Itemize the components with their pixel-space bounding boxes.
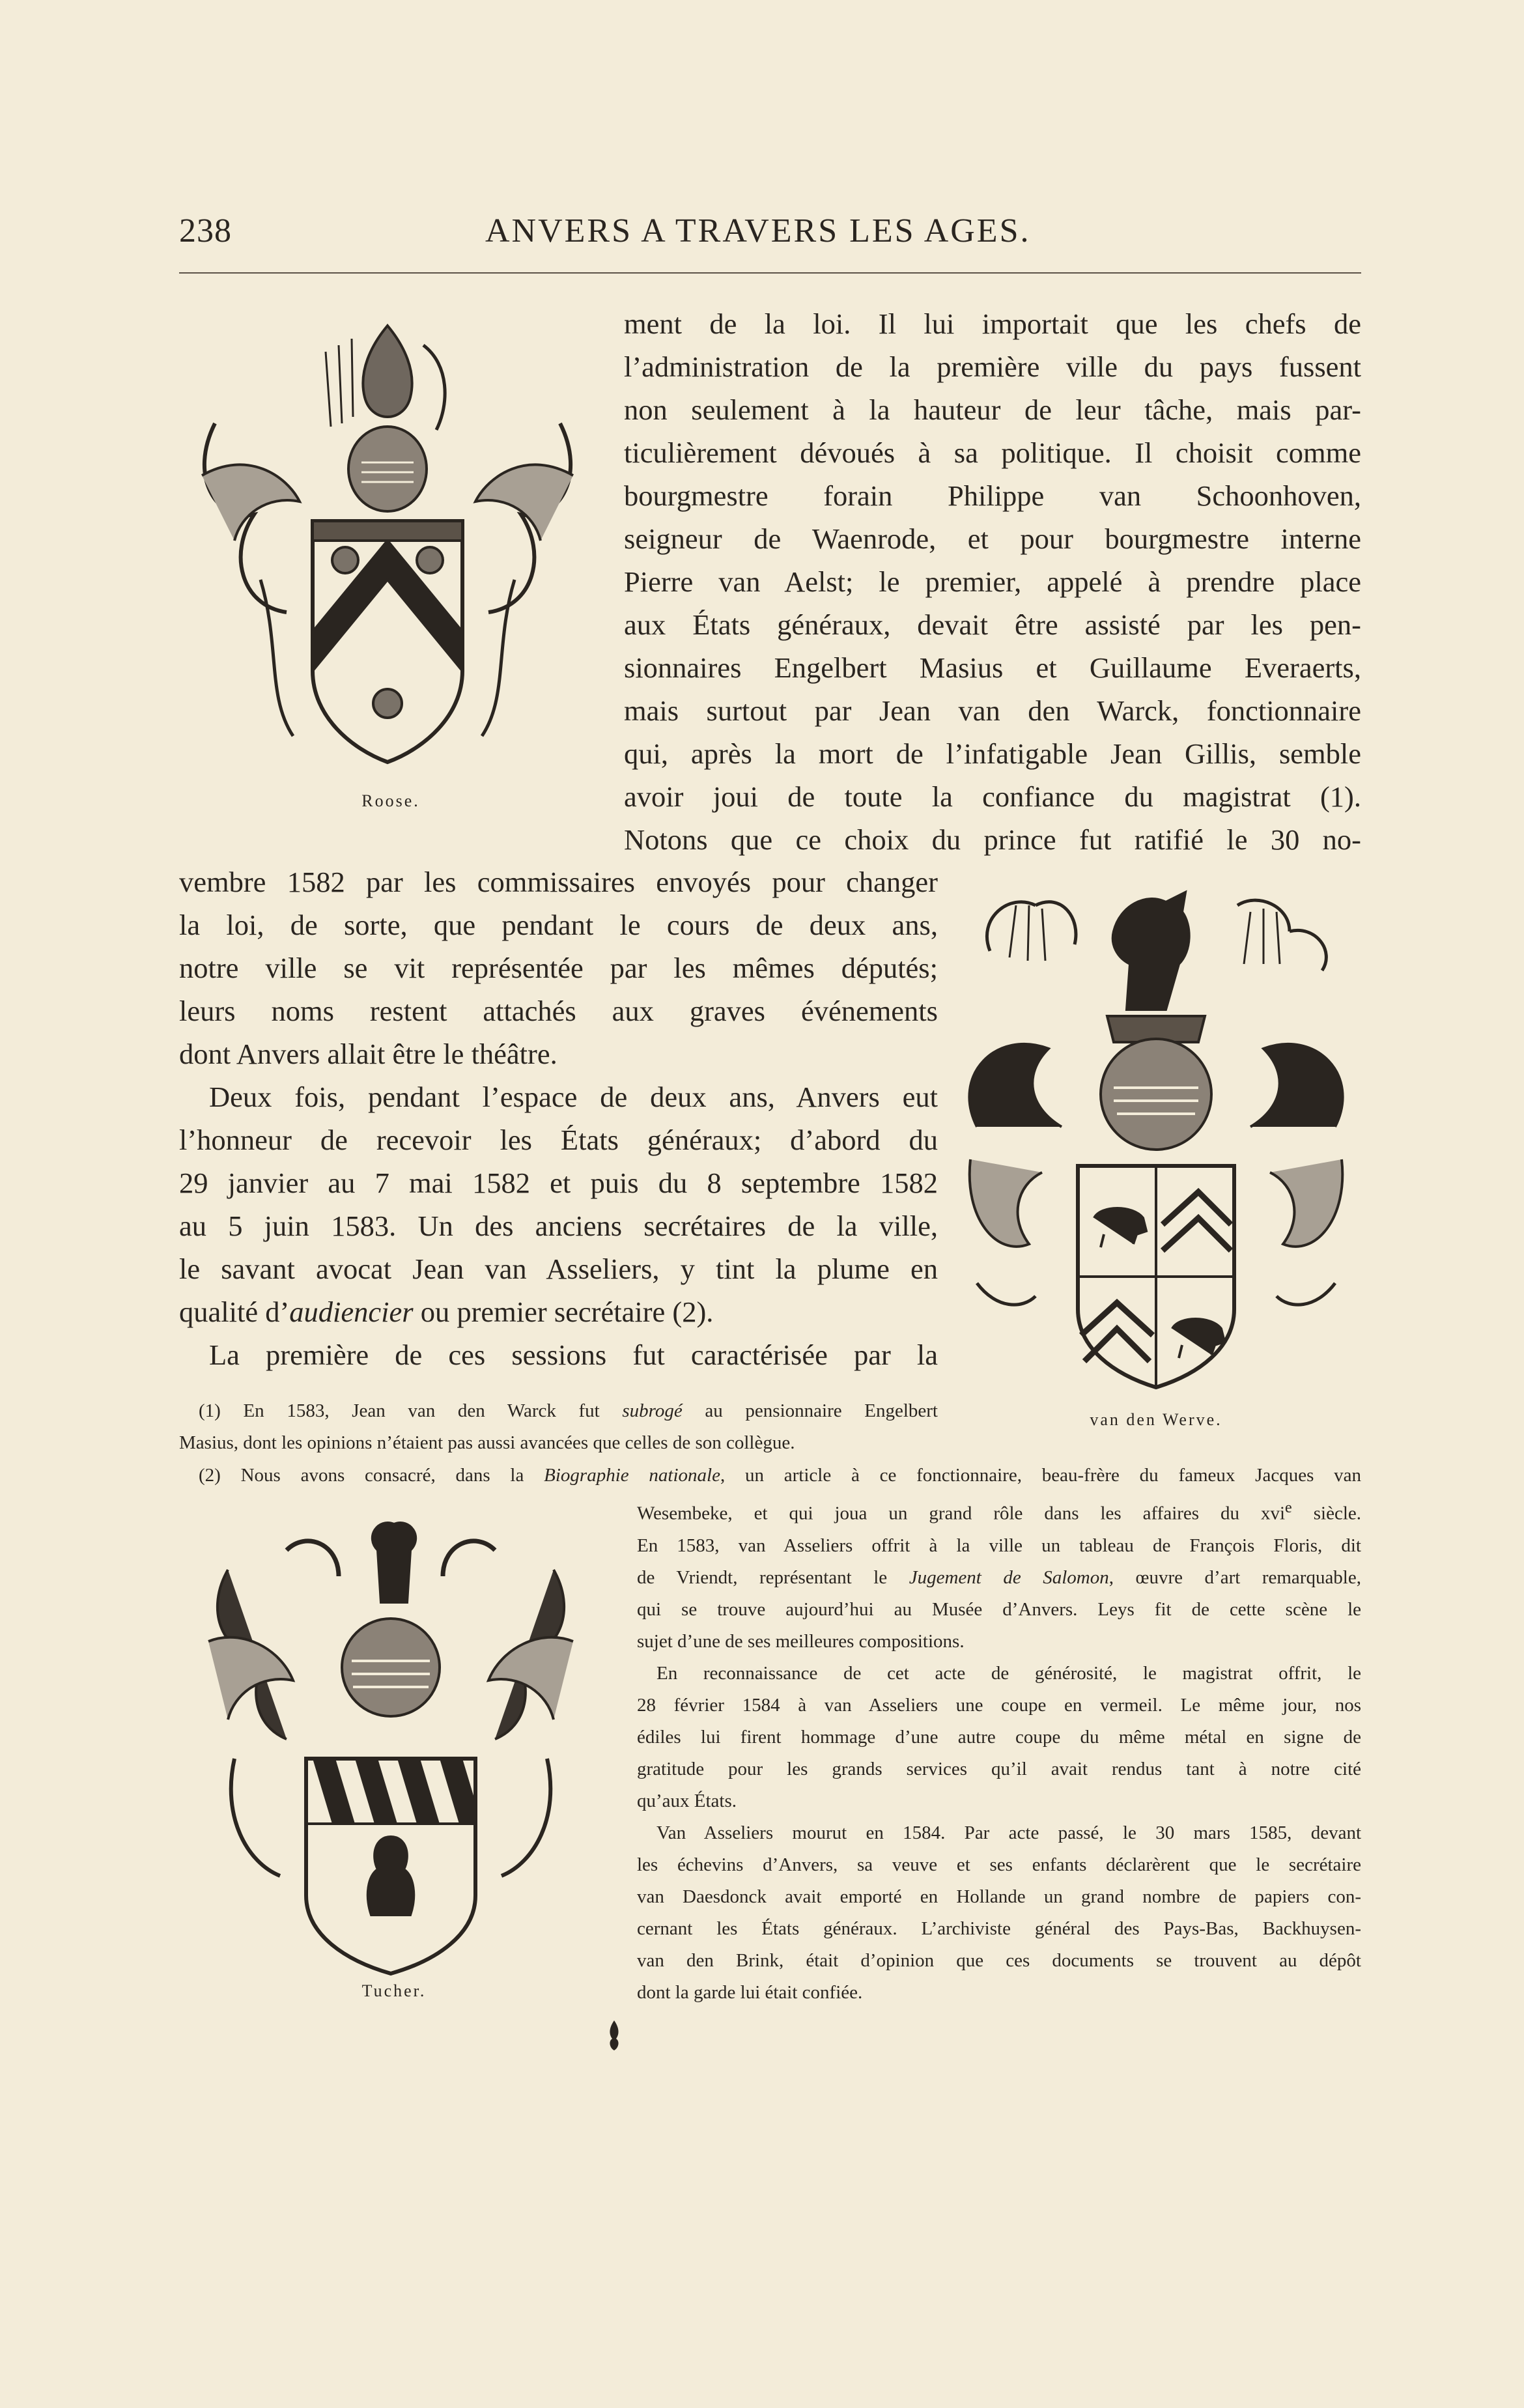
text-segment: édiles lui firent hommage d’une autre coupe du même métal en signe de (637, 1726, 1361, 1748)
page-number: 238 (179, 212, 232, 249)
footnote-line (637, 1913, 1361, 1945)
italic-term: Jugement de Salomon (909, 1566, 1109, 1588)
text-segment: , œuvre d’art remarquable, (1108, 1566, 1361, 1588)
header-rule (179, 272, 1361, 274)
text-line: 29 janvier au 7 mai 1582 et puis du 8 septembre 1582 (179, 1167, 938, 1199)
text-segment: qualité d’ (179, 1296, 290, 1328)
footnote-line (637, 1785, 1361, 1817)
text-line: seigneur de Waenrode, et pour bourgmestre interne (624, 522, 1361, 555)
text-segment: (2) Nous avons consacré, dans la (199, 1465, 544, 1486)
text-segment: van Daesdonck avait emporté en Hollande un grand nombre de papiers con- (637, 1886, 1361, 1907)
body-paragraph-3 (179, 1333, 938, 1376)
coat-of-arms-van-den-werve (951, 879, 1361, 1400)
text-line: l’administration de la première ville du pays fussent (624, 350, 1361, 383)
text-line: bourgmestre forain Philippe van Schoonhoven, (624, 479, 1361, 512)
footnote-2-first-line (179, 1460, 1361, 1492)
text-line: La première de ces sessions fut caractérisée par la (209, 1339, 938, 1371)
text-segment: ou premier secrétaire (2). (413, 1296, 714, 1328)
text-line: le savant avocat Jean van Asseliers, y tint la plume en (179, 1253, 938, 1285)
footnote-line (637, 1658, 1361, 1690)
footnote-line (637, 1562, 1361, 1594)
footnote-line (637, 1690, 1361, 1721)
text-segment: (1) En 1583, Jean van den Warck fut (199, 1400, 623, 1421)
text-segment: sujet d’une de ses meilleures compositions. (637, 1630, 965, 1652)
footnote-line (179, 1427, 938, 1459)
body-paragraph-1 (624, 302, 1361, 861)
caption-roose: Roose. (361, 791, 420, 810)
text-line: mais surtout par Jean van den Warck, fonctionnaire (624, 694, 1361, 727)
text-segment: siècle. (1291, 1503, 1362, 1524)
text-line: sionnaires Engelbert Masius et Guillaume Everaerts, (624, 651, 1361, 684)
text-segment: dont la garde lui était confiée. (637, 1981, 863, 2003)
footnote-line (637, 1594, 1361, 1626)
text-line: Deux fois, pendant l’espace de deux ans, Anvers eut (209, 1081, 938, 1113)
coat-of-arms-tucher (182, 1511, 599, 1980)
text-line: non seulement à la hauteur de leur tâche, mais par- (624, 393, 1361, 426)
body-paragraph-2 (179, 1075, 938, 1333)
footnote-line (179, 1395, 938, 1427)
text-line: l’honneur de recevoir les États généraux; d’abord du (179, 1124, 938, 1156)
italic-term: audiencier (289, 1296, 414, 1328)
superscript: e (1285, 1499, 1292, 1516)
text-segment: qui se trouve aujourd’hui au Musée d’Anvers. Leys fit de cette scène le (637, 1598, 1361, 1620)
footnote-line (637, 1492, 1361, 1530)
footnote-line (637, 1530, 1361, 1562)
italic-term: Biographie nationale (544, 1465, 720, 1486)
text-line: avoir joui de toute la confiance du magistrat (1). (624, 780, 1361, 813)
text-segment: Wesembeke, et qui joua un grand rôle dans les affaires du xvi (637, 1503, 1286, 1524)
text-segment: de Vriendt, représentant le (637, 1566, 909, 1588)
text-segment: cernant les États généraux. L’archiviste général des Pays-Bas, Backhuysen- (637, 1918, 1361, 1939)
footnote-line (637, 1721, 1361, 1753)
text-line: leurs noms restent attachés aux graves événements (179, 995, 938, 1027)
footnote-line (637, 1945, 1361, 1977)
footnote-line (179, 1460, 1361, 1492)
footnote-line (637, 1753, 1361, 1785)
text-segment: , un article à ce fonctionnaire, beau-frère du fameux Jacques van (720, 1465, 1362, 1486)
footnote-line (637, 1849, 1361, 1881)
footnote-line (637, 1626, 1361, 1658)
text-segment: gratitude pour les grands services qu’il avait rendus tant à notre cité (637, 1758, 1361, 1779)
page-header (179, 212, 1361, 257)
body-paragraph-1-continued (179, 860, 938, 1075)
text-segment: van den Brink, était d’opinion que ces documents se trouvent au dépôt (637, 1949, 1361, 1971)
text-line (179, 1290, 938, 1333)
footnote-2-body (637, 1492, 1361, 2009)
text-segment: au pensionnaire Engelbert (682, 1400, 938, 1421)
footnote-line (637, 1817, 1361, 1849)
text-segment: En 1583, van Asseliers offrit à la ville un tableau de François Floris, dit (637, 1535, 1361, 1556)
footnote-1 (179, 1395, 938, 1459)
caption-tucher: Tucher. (361, 1981, 427, 2000)
text-line: ticulièrement dévoués à sa politique. Il choisit comme (624, 436, 1361, 469)
text-line: ment de la loi. Il lui importait que les chefs de (624, 307, 1361, 340)
caption-van-den-werve: van den Werve. (1090, 1410, 1222, 1429)
text-segment: qu’aux États. (637, 1790, 737, 1811)
text-line: Notons que ce choix du prince fut ratifié le 30 no- (624, 823, 1361, 856)
text-line: dont Anvers allait être le théâtre. (179, 1038, 557, 1070)
text-segment: 28 février 1584 à van Asseliers une coupe en vermeil. Le même jour, nos (637, 1694, 1361, 1716)
footnote-line (637, 1881, 1361, 1913)
text-line: Pierre van Aelst; le premier, appelé à prendre place (624, 565, 1361, 598)
text-line: qui, après la mort de l’infatigable Jean Gillis, semble (624, 737, 1361, 770)
text-line: au 5 juin 1583. Un des anciens secrétaires de la ville, (179, 1210, 938, 1242)
text-segment: Van Asseliers mourut en 1584. Par acte passé, le 30 mars 1585, devant (656, 1822, 1361, 1843)
text-line: notre ville se vit représentée par les mêmes députés; (179, 952, 938, 984)
text-segment: les échevins d’Anvers, sa veuve et ses enfants déclarèrent que le secrétaire (637, 1854, 1361, 1875)
coat-of-arms-roose (176, 306, 599, 775)
text-segment: En reconnaissance de cet acte de générosité, le magistrat offrit, le (656, 1662, 1361, 1684)
text-segment: Masius, dont les opinions n’étaient pas aussi avancées que celles de son collègue. (179, 1432, 795, 1453)
fleuron-ornament-icon (603, 2019, 625, 2052)
footnote-line (637, 1977, 1361, 2009)
running-title: ANVERS A TRAVERS LES AGES. (485, 212, 1031, 249)
text-line: la loi, de sorte, que pendant le cours de deux ans, (179, 909, 938, 941)
italic-term: subrogé (622, 1400, 683, 1421)
text-line: aux États généraux, devait être assisté par les pen- (624, 608, 1361, 641)
text-line: vembre 1582 par les commissaires envoyés pour changer (179, 866, 938, 898)
